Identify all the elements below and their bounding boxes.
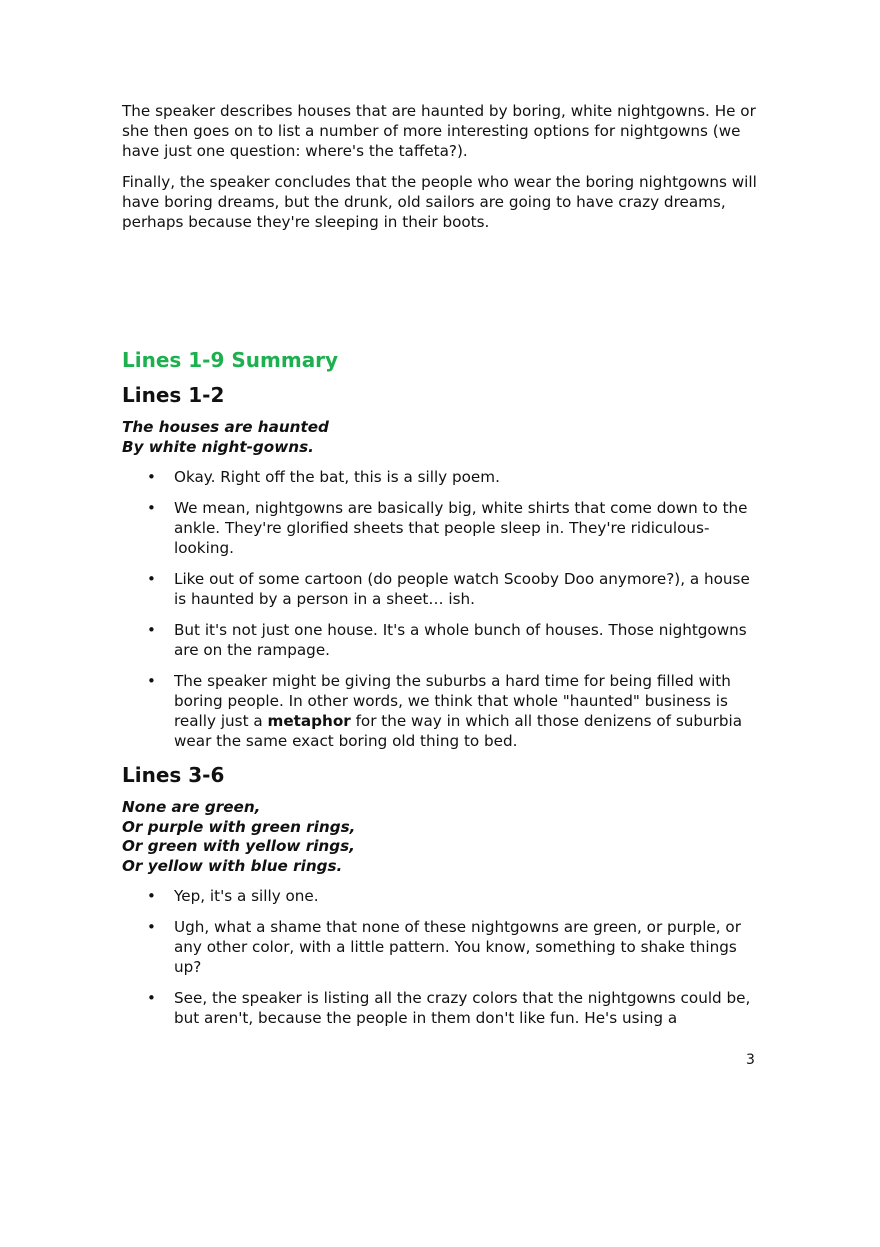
subsection-heading: Lines 1-2 (122, 383, 225, 407)
bullet-icon: • (147, 570, 156, 588)
section-title: Lines 1-9 Summary (122, 348, 339, 372)
bullet-icon: • (147, 499, 156, 517)
list-item-text: Okay. Right off the bat, this is a silly poem. (174, 468, 500, 486)
bullet-icon: • (147, 468, 156, 486)
intro-paragraph: Finally, the speaker concludes that the people who wear the boring nightgowns will have boring dreams, but the drunk, old sailors are going to have crazy dreams, perhaps because they're sleeping in their boots. (122, 173, 757, 231)
bullet-icon: • (147, 672, 156, 690)
list-item-text: See, the speaker is listing all the crazy colors that the nightgowns could be, but aren't, because the people in them don't like fun. He's using a (174, 989, 751, 1027)
page-number: 3 (746, 1052, 755, 1068)
bullet-icon: • (147, 621, 156, 639)
list-item (122, 988, 762, 1028)
list-item (122, 886, 762, 906)
page-content (122, 101, 762, 1039)
list-item-text: Yep, it's a silly one. (174, 887, 319, 905)
list-item-text: But it's not just one house. It's a whole bunch of houses. Those nightgowns are on the rampage. (174, 621, 747, 659)
list-item (122, 917, 762, 977)
list-item (122, 671, 762, 751)
list-item (122, 467, 762, 487)
list-item-text-after: for the way in which all those denizens of suburbia wear the same exact boring old thing to bed. (174, 712, 743, 750)
quote-line: Or green with yellow rings, (122, 837, 355, 855)
bullet-icon: • (147, 887, 156, 905)
quote-line: None are green, (122, 798, 261, 816)
section-spacer (122, 243, 762, 347)
list-item-text-before: The speaker might be giving the suburbs a hard time for being filled with boring people. In other words, we think that whole "haunted" business is really just a (174, 672, 731, 730)
quote-line: By white night-gowns. (122, 437, 314, 456)
poem-quote (122, 798, 762, 876)
bullet-icon: • (147, 918, 156, 936)
intro-paragraph: The speaker describes houses that are haunted by boring, white nightgowns. He or she then goes on to list a number of more interesting options for nightgowns (we have just one question: where's the taffeta?). (122, 102, 756, 160)
list-item-text: We mean, nightgowns are basically big, white shirts that come down to the ankle. They're glorified sheets that people sleep in. They're ridiculous-looking. (174, 499, 748, 557)
bullet-list (122, 467, 762, 751)
list-item-text: Like out of some cartoon (do people watch Scooby Doo anymore?), a house is haunted by a person in a sheet… ish. (174, 570, 750, 608)
list-item (122, 620, 762, 660)
bullet-icon: • (147, 989, 156, 1007)
list-item-text: Ugh, what a shame that none of these nightgowns are green, or purple, or any other color, with a little pattern. You know, something to shake things up? (174, 918, 741, 976)
list-item (122, 569, 762, 609)
quote-line: Or purple with green rings, (122, 817, 356, 836)
list-item (122, 498, 762, 558)
quote-line: Or yellow with blue rings. (122, 856, 343, 875)
poem-quote (122, 418, 762, 457)
metaphor-term: metaphor (267, 712, 351, 730)
quote-line: The houses are haunted (122, 418, 329, 436)
bullet-list (122, 886, 762, 1028)
subsection-heading: Lines 3-6 (122, 763, 225, 787)
